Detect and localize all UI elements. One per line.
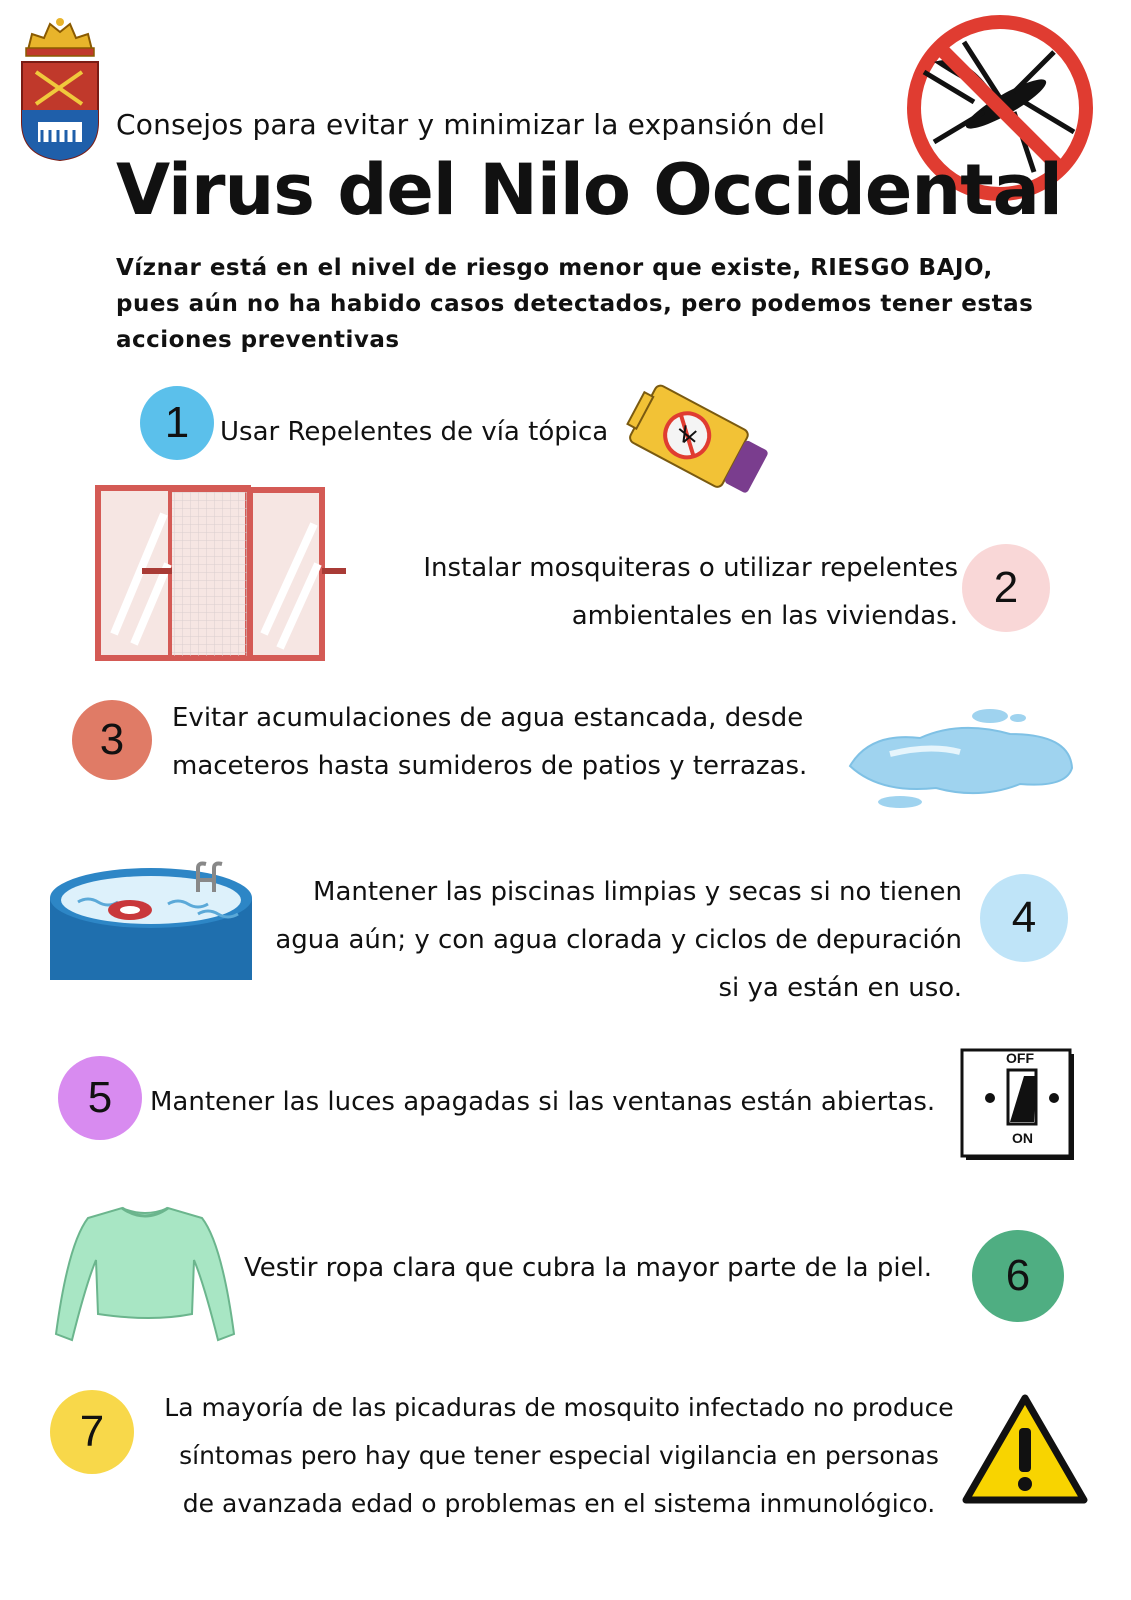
window-screen-icon bbox=[94, 484, 350, 664]
warning-icon bbox=[962, 1394, 1088, 1506]
sweater-icon bbox=[52, 1204, 238, 1344]
light-switch-icon bbox=[958, 1046, 1078, 1164]
repellent-tube-icon bbox=[624, 380, 774, 510]
tip-1-text: Usar Repelentes de vía tópica bbox=[220, 417, 609, 447]
tip-4-badge: 4 bbox=[980, 874, 1068, 962]
tip-7-text: La mayoría de las picaduras de mosquito infectado no produce síntomas pero hay que tener especial vigilancia en personas de avanzada edad o problemas en el sistema inmunológico. bbox=[164, 1393, 954, 1518]
tip-2-badge: 2 bbox=[962, 544, 1050, 632]
tip-1-badge: 1 bbox=[140, 386, 214, 460]
switch-off-label: OFF bbox=[1006, 1050, 1034, 1066]
tip-4-text: Mantener las piscinas limpias y secas si no tienen agua aún; y con agua clorada y ciclos de depuración si ya están en uso. bbox=[275, 877, 962, 1003]
page-title: Virus del Nilo Occidental bbox=[116, 149, 1062, 231]
water-puddle-icon bbox=[840, 704, 1076, 812]
coat-of-arms-icon bbox=[18, 12, 102, 162]
header-subtitle: Consejos para evitar y minimizar la expansión del bbox=[116, 108, 826, 141]
tip-3-text: Evitar acumulaciones de agua estancada, desde maceteros hasta sumideros de patios y terrazas. bbox=[172, 703, 808, 781]
tip-3-badge: 3 bbox=[72, 700, 152, 780]
tip-6-text: Vestir ropa clara que cubra la mayor parte de la piel. bbox=[244, 1253, 933, 1283]
tip-6-badge: 6 bbox=[972, 1230, 1064, 1322]
intro-text: Víznar está en el nivel de riesgo menor que existe, RIESGO BAJO, pues aún no ha habido casos detectados, pero podemos tener estas acciones preventivas bbox=[116, 255, 1034, 353]
tip-2-text: Instalar mosquiteras o utilizar repelentes ambientales en las viviendas. bbox=[423, 553, 958, 631]
tip-7-badge: 7 bbox=[50, 1390, 134, 1474]
tip-5-badge: 5 bbox=[58, 1056, 142, 1140]
switch-on-label: ON bbox=[1012, 1130, 1033, 1146]
tip-5-text: Mantener las luces apagadas si las ventanas están abiertas. bbox=[150, 1087, 936, 1117]
swimming-pool-icon bbox=[48, 858, 256, 982]
